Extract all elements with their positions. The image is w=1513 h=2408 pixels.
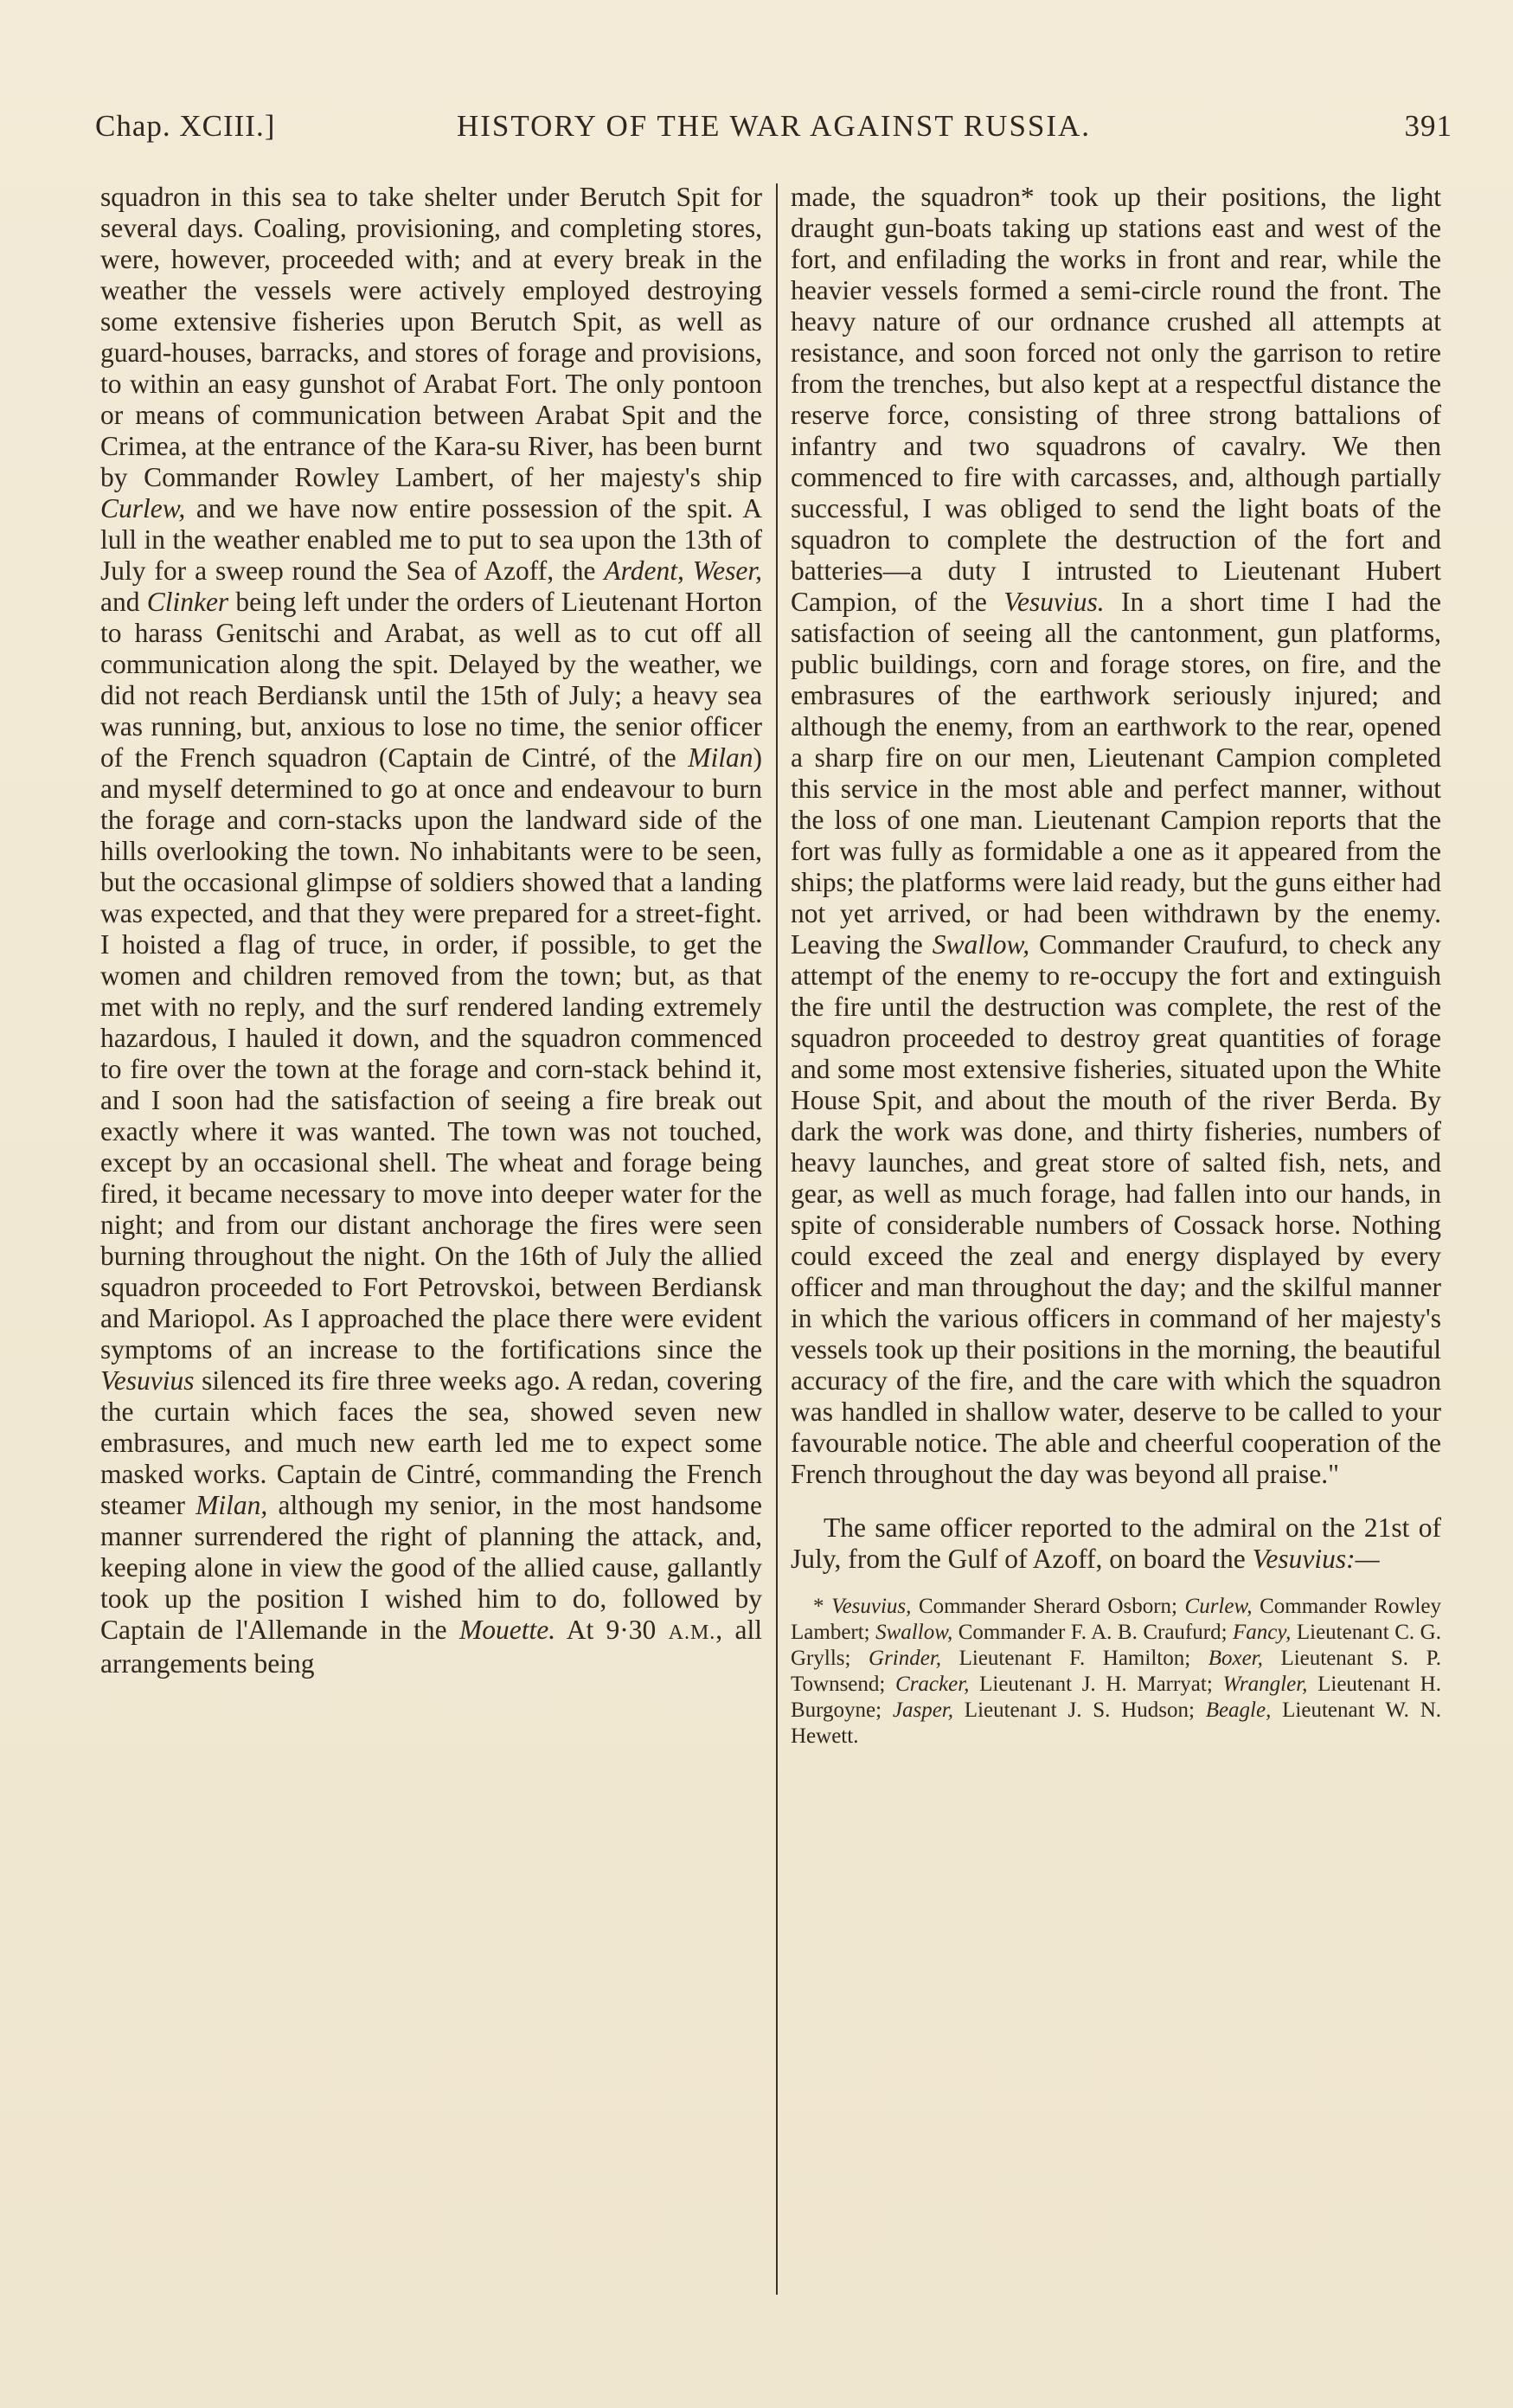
running-title: HISTORY OF THE WAR AGAINST RUSSIA. [456,109,1092,143]
ship-name: Swallow, [932,929,1030,960]
page-number: 391 [1404,109,1452,143]
body-paragraph: made, the squadron* took up their positions, the light draught gun-boats taking up stations east and west of the fort, and enfilading the works in front and rear, while the heavier vessels formed a semi-circle round the front. The heavy nature of our ordnance crushed all attempts at resistance, and soon forced not only the garrison to retire from the trenches, but also kept at a respectful distance the reserve force, consisting of three strong battalions of infantry and two squadrons of cavalry. We then commenced to fire with carcasses, and, although partially successful, I was obliged to send the light boats of the squadron to complete the destruction of the fort and batteries—a duty I intrusted to Lieutenant Hubert Campion, of the Vesuvius. In a short time I had the satisfaction of seeing all the cantonment, gun platforms, public buildings, corn and forage stores, on fire, and the embrasures of the earthwork seriously injured; and although the enemy, from an earthwork to the rear, opened a sharp fire on our men, Lieutenant Campion completed this service in the most able and perfect manner, without the loss of one man. Lieutenant Campion reports that the fort was fully as formidable a one as it appeared from the ships; the platforms were laid ready, but the guns either had not yet arrived, or had been withdrawn by the enemy. Leaving the Swallow, Commander Craufurd, to check any attempt of the enemy to re-occupy the fort and extinguish the fire until the destruction was complete, the rest of the squadron proceeded to destroy great quantities of forage and some most extensive fisheries, situated upon the White House Spit, and about the mouth of the river Berda. By dark the work was done, and thirty fisheries, numbers of heavy launches, and great store of salted fish, nets, and gear, as well as much forage, had fallen into our hands, in spite of considerable numbers of Cossack horse. Nothing could exceed the zeal and energy displayed by every officer and man throughout the day; and the skilful manner in which the various officers in command of her majesty's vessels took up their positions in the morning, the beautiful accuracy of the fire, and the care with which the squadron was handled in shallow water, deserve to be called to your favourable notice. The able and cheerful cooperation of the French throughout the day was beyond all praise." [791,182,1441,1489]
footnote: * Vesuvius, Commander Sherard Osborn; Curlew, Commander Rowley Lambert; Swallow, Commander F. A. B. Craufurd; Fancy, Lieutenant C. G. Grylls; Grinder, Lieutenant F. Hamilton; Boxer, Lieutenant S. P. Townsend; Cracker, Lieutenant J. H. Marryat; Wrangler, Lieutenant H. Burgoyne; Jasper, Lieutenant J. S. Hudson; Beagle, Lieutenant W. N. Hewett. [791,1595,1442,1748]
left-column [100,182,762,1679]
right-column [791,182,1441,1750]
ship-name: Clinker [146,587,229,617]
column-divider [776,183,778,2295]
body-paragraph: The same officer reported to the admiral on the 21st of July, from the Gulf of Azoff, on board the Vesuvius:— [791,1512,1441,1574]
chapter-label: Chap. XCIII.] [95,109,276,143]
running-header [95,109,1452,161]
body-paragraph: squadron in this sea to take shelter under Berutch Spit for several days. Coaling, provisioning, and completing stores, were, however, proceeded with; and at every break in the weather the vessels were actively employed destroying some extensive fisheries upon Berutch Spit, as well as guard-houses, barracks, and stores of forage and provisions, to within an easy gunshot of Arabat Fort. The only pontoon or means of communication between Arabat Spit and the Crimea, at the entrance of the Kara-su River, has been burnt by Commander Rowley Lambert, of her majesty's ship Curlew, and we have now entire possession of the spit. A lull in the weather enabled me to put to sea upon the 13th of July for a sweep round the Sea of Azoff, the Ardent, Weser, and Clinker being left under the orders of Lieutenant Horton to harass Genitschi and Arabat, as well as to cut off all communication along the spit. Delayed by the weather, we did not reach Berdiansk until the 15th of July; a heavy sea was running, but, anxious to lose no time, the senior officer of the French squadron (Captain de Cintré, of the Milan) and myself determined to go at once and endeavour to burn the forage and corn-stacks upon the landward side of the hills overlooking the town. No inhabitants were to be seen, but the occasional glimpse of soldiers showed that a landing was expected, and that they were prepared for a street-fight. I hoisted a flag of truce, in order, if possible, to get the women and children removed from the town; but, as that met with no reply, and the surf rendered landing extremely hazardous, I hauled it down, and the squadron commenced to fire over the town at the forage and corn-stack behind it, and I soon had the satisfaction of seeing a fire break out exactly where it was wanted. The town was not touched, except by an occasional shell. The wheat and forage being fired, it became necessary to move into deeper water for the night; and from our distant anchorage the fires were seen burning throughout the night. On the 16th of July the allied squadron proceeded to Fort Petrovskoi, between Berdiansk and Mariopol. As I approached the place there were evident symptoms of an increase to the fortifications since the Vesuvius silenced its fire three weeks ago. A redan, covering the curtain which faces the sea, showed seven new embrasures, and much new earth led me to expect some masked works. Captain de Cintré, commanding the French steamer Milan, although my senior, in the most handsome manner surrendered the right of planning the attack, and, keeping alone in view the good of the allied cause, gallantly took up the position I wished him to do, followed by Captain de l'Allemande in the Mouette. At 9·30 A.M., all arrangements being [100,182,762,1679]
ship-name: Mouette. [459,1615,556,1645]
ship-name: Curlew, [100,493,186,523]
ship-name: Vesuvius [100,1365,195,1396]
ship-name: Milan, [196,1490,268,1520]
ship-name: Milan [688,742,753,773]
ship-name: Vesuvius:— [1252,1544,1380,1574]
ship-name: Vesuvius. [1003,587,1105,617]
ship-name: Ardent, Weser, [604,555,762,586]
